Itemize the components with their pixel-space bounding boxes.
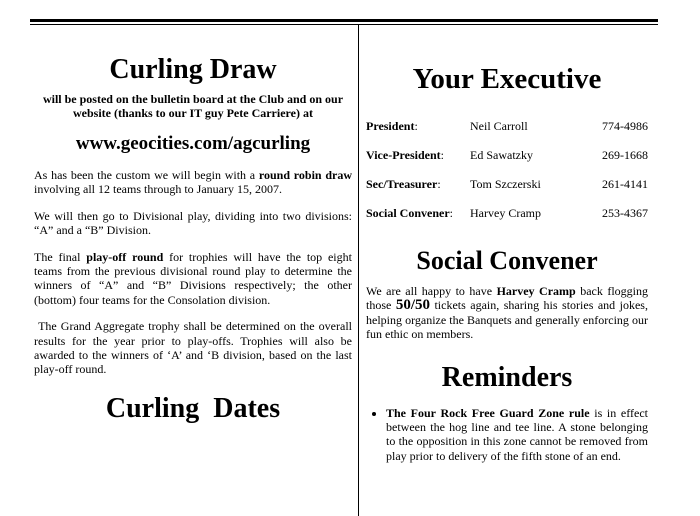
aggregate-paragraph: The Grand Aggregate trophy shall be determined on the overall results for the year prior to play-offs. Trophies will also be awarded to the winners of ‘A’ and ‘B division, based on the last play-off round. (34, 319, 355, 377)
list-item: • The Four Rock Free Guard Zone rule is in effect between the hog line and tee line. A stone belonging to the opposition in this zone cannot be removed from play prior to delivery of the fifth stone of an end. (386, 406, 648, 464)
executive-name: Harvey Cramp (470, 206, 541, 220)
column-divider (358, 25, 359, 516)
curling-dates-heading: Curling Dates (105, 392, 281, 424)
curling-draw-heading: Curling Draw (109, 54, 277, 85)
executive-name: Ed Sawatzky (470, 148, 533, 162)
draw-intro: will be posted on the bulletin board at the Club and on our website (thanks to our IT guy Pete Carriere) at (42, 92, 344, 120)
executive-role: President (366, 119, 415, 133)
reminders-list (366, 406, 648, 464)
executive-phone: 253-4367 (602, 206, 648, 220)
top-rule-thick (30, 19, 658, 22)
executive-heading: Your Executive (412, 63, 602, 95)
executive-phone: 269-1668 (602, 148, 648, 162)
executive-role: Sec/Treasurer (366, 177, 438, 191)
executive-row: Social Convener: Harvey Cramp 253-4367 (366, 199, 648, 228)
website-url[interactable]: www.geocities.com/agcurling (75, 133, 311, 154)
playoff-paragraph: The final play-off round for trophies will have the top eight teams from the previous divisional round play to determine the winners of “A” and “B” Divisions respectively; the other (bottom) four teams for the Consolation division. (34, 249, 352, 307)
reminders-heading: Reminders (441, 361, 573, 393)
executive-table (366, 112, 648, 228)
social-convener-paragraph: We are all happy to have Harvey Cramp back flogging those 50/50 tickets again, sharing his stories and jokes, helping organize the Banquets and generally enforcing our fun ethic on members. (366, 284, 648, 342)
left-column (34, 25, 355, 425)
round-robin-paragraph: As has been the custom we will begin with a round robin draw involving all 12 teams through to January 15, 2007. (34, 168, 352, 197)
social-convener-heading: Social Convener (416, 246, 598, 275)
executive-phone: 774-4986 (602, 119, 648, 133)
right-column (366, 25, 648, 463)
executive-role: Vice-President (366, 148, 441, 162)
executive-row: Vice-President: Ed Sawatzky 269-1668 (366, 141, 648, 170)
executive-row: President: Neil Carroll 774-4986 (366, 112, 648, 141)
executive-row: Sec/Treasurer: Tom Szczerski 261-4141 (366, 170, 648, 199)
divisional-paragraph: We will then go to Divisional play, dividing into two divisions: “A” and a “B” Division. (34, 208, 352, 238)
executive-phone: 261-4141 (602, 177, 648, 191)
executive-role: Social Convener (366, 206, 450, 220)
executive-name: Neil Carroll (470, 119, 528, 133)
executive-name: Tom Szczerski (470, 177, 541, 191)
